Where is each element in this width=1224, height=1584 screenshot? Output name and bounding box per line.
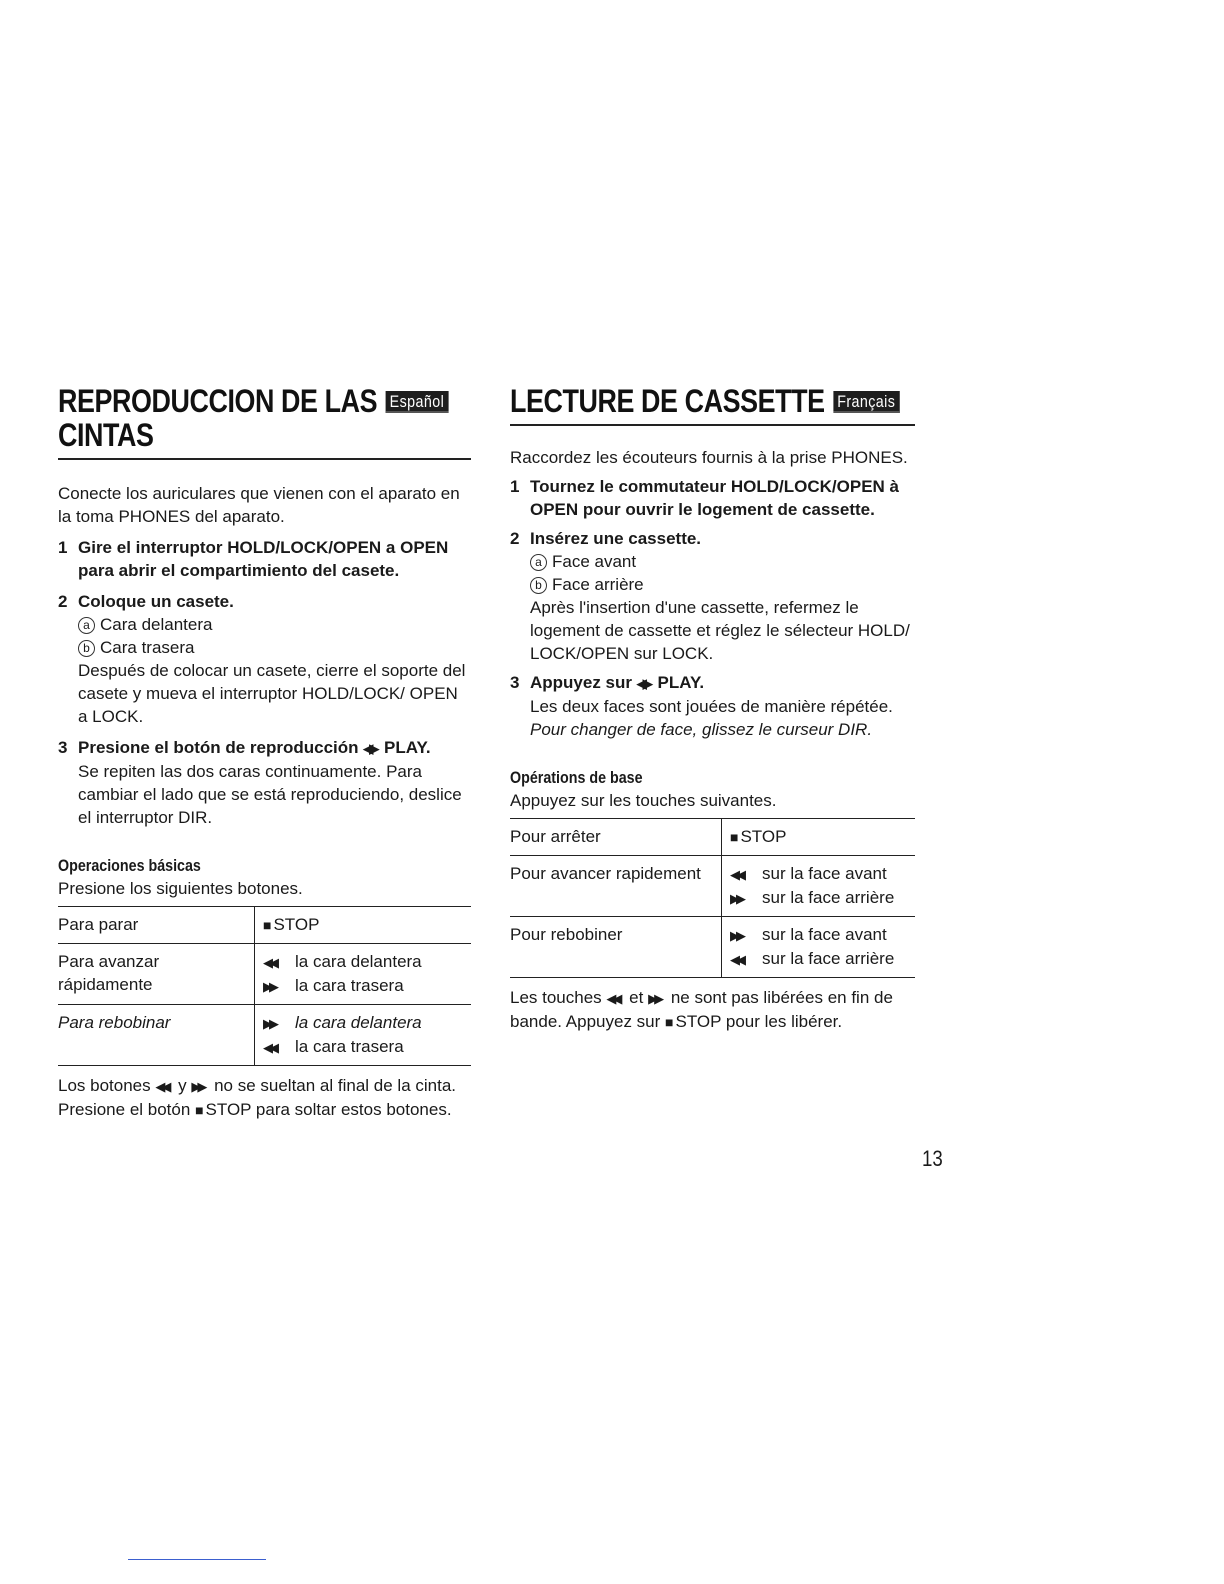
spanish-title-line2: CINTAS <box>58 417 154 453</box>
french-face-a <box>530 550 915 573</box>
stop-icon: ■ <box>195 1102 204 1118</box>
table-label: Pour rebobiner <box>510 925 623 944</box>
table-value: la cara trasera <box>295 976 404 995</box>
rewind-icon: ◀◀ <box>155 1079 168 1094</box>
spanish-step-2-note: Después de colocar un casete, cierre el soporte del casete y mueva el interruptor HOLD/LOCK/ OPEN a LOCK. <box>78 661 466 726</box>
spanish-step-2-text: Coloque un casete. <box>78 592 234 611</box>
spanish-footer <box>58 1074 471 1122</box>
spanish-ops-table <box>58 906 471 1066</box>
step-number: 3 <box>510 673 520 692</box>
footer-text: no se sueltan al final de la cinta. Presione el botón <box>58 1076 457 1119</box>
table-value: la cara trasera <box>295 1037 404 1056</box>
rewind-icon: ◀◀ <box>263 1040 275 1055</box>
table-value: STOP <box>273 915 320 934</box>
spanish-step-3-text: Presione el botón de reproducción <box>78 738 359 757</box>
play-label: PLAY. <box>657 673 705 692</box>
spanish-title <box>58 383 445 453</box>
bottom-divider <box>128 1559 266 1560</box>
circle-a-icon: a <box>78 617 95 634</box>
table-row <box>510 917 915 978</box>
footer-text: STOP para soltar estos botones. <box>205 1100 452 1119</box>
table-row <box>58 1005 471 1066</box>
french-face-b <box>530 573 915 596</box>
step-number: 1 <box>510 477 520 496</box>
stop-icon: ■ <box>665 1014 674 1030</box>
french-step-3 <box>510 671 915 741</box>
french-title <box>510 383 896 419</box>
table-label: Pour arrêter <box>510 827 601 846</box>
spanish-step-1-text: Gire el interruptor HOLD/LOCK/OPEN a OPEN para abrir el compartimiento del casete. <box>78 538 449 580</box>
footer-text: Los botones <box>58 1076 151 1095</box>
spanish-face-b <box>78 636 471 659</box>
table-value: sur la face avant <box>762 864 887 883</box>
table-label: Para rebobinar <box>58 1013 171 1032</box>
circle-b-icon: b <box>530 577 547 594</box>
french-face-a-label: Face avant <box>552 552 637 571</box>
language-badge-francais: Français <box>833 391 900 413</box>
table-value: sur la face avant <box>762 925 887 944</box>
table-row <box>510 856 915 917</box>
play-icon: ◀▶ <box>636 676 649 691</box>
play-label: PLAY. <box>384 738 431 757</box>
rewind-icon: ◀◀ <box>730 952 742 967</box>
spanish-ops-intro: Presione los siguientes botones. <box>58 879 303 898</box>
fast-forward-icon: ▶▶ <box>730 891 742 906</box>
table-label: Para parar <box>58 915 139 934</box>
circle-b-icon: b <box>78 640 95 657</box>
table-value: la cara delantera <box>295 1013 422 1032</box>
rewind-icon: ◀◀ <box>263 955 275 970</box>
spanish-face-a <box>78 613 471 636</box>
stop-icon: ■ <box>263 917 272 933</box>
french-step-2-text: Insérez une cassette. <box>530 529 702 548</box>
page-number: 13 <box>922 1146 943 1171</box>
table-value: la cara delantera <box>295 952 422 971</box>
table-value: sur la face arrière <box>762 949 895 968</box>
french-ops-table <box>510 818 915 978</box>
step-number: 3 <box>58 738 68 757</box>
rewind-icon: ◀◀ <box>730 867 742 882</box>
french-step-2-note: Après l'insertion d'une cassette, refermez le logement de cassette et réglez le sélecteur HOLD/ LOCK/OPEN sur LOCK. <box>530 598 910 663</box>
spanish-face-a-label: Cara delantera <box>100 615 213 634</box>
table-label: Para avanzar rápidamente <box>58 952 160 994</box>
spanish-title-block <box>58 384 471 460</box>
french-column <box>510 384 915 1034</box>
french-step-3-text: Appuyez sur <box>530 673 633 692</box>
play-icon: ◀▶ <box>363 741 376 756</box>
footer-text: STOP pour les libérer. <box>675 1012 843 1031</box>
footer-text: ne sont pas libérées en fin de bande. Appuyez sur <box>510 988 893 1031</box>
french-ops-title: Opérations de base <box>510 768 643 787</box>
step-number: 2 <box>58 592 68 611</box>
french-title-text: LECTURE DE CASSETTE <box>510 383 825 419</box>
spanish-column <box>58 384 471 1122</box>
language-badge-espanol: Español <box>385 391 448 413</box>
french-step-3-note-2: Pour changer de face, glissez le curseur DIR. <box>530 720 873 739</box>
footer-text: et <box>629 988 644 1007</box>
table-value: sur la face arrière <box>762 888 895 907</box>
french-step-3-note-1: Les deux faces sont jouées de manière répétée. <box>530 697 893 716</box>
step-number: 1 <box>58 538 68 557</box>
french-title-block <box>510 384 915 426</box>
spanish-step-2 <box>58 590 471 728</box>
table-label: Pour avancer rapidement <box>510 864 701 883</box>
fast-forward-icon: ▶▶ <box>191 1079 204 1094</box>
rewind-icon: ◀◀ <box>606 991 619 1006</box>
step-number: 2 <box>510 529 520 548</box>
spanish-intro: Conecte los auriculares que vienen con el aparato en la toma PHONES del aparato. <box>58 484 460 526</box>
spanish-step-3-note: Se repiten las dos caras continuamente. Para cambiar el lado que se está reproduciendo, deslice el interruptor DIR. <box>78 762 462 827</box>
spanish-title-line1: REPRODUCCION DE LAS <box>58 383 378 419</box>
french-step-2 <box>510 527 915 665</box>
french-ops-intro: Appuyez sur les touches suivantes. <box>510 791 777 810</box>
fast-forward-icon: ▶▶ <box>648 991 661 1006</box>
stop-icon: ■ <box>730 829 739 845</box>
spanish-ops-title: Operaciones básicas <box>58 856 201 875</box>
spanish-face-b-label: Cara trasera <box>100 638 195 657</box>
spanish-step-3 <box>58 736 471 829</box>
french-step-1-text: Tournez le commutateur HOLD/LOCK/OPEN à OPEN pour ouvrir le logement de cassette. <box>530 477 900 519</box>
french-step-1 <box>510 475 915 521</box>
fast-forward-icon: ▶▶ <box>263 979 275 994</box>
french-footer <box>510 986 915 1034</box>
table-row <box>58 944 471 1005</box>
french-face-b-label: Face arrière <box>552 575 644 594</box>
circle-a-icon: a <box>530 554 547 571</box>
fast-forward-icon: ▶▶ <box>730 928 742 943</box>
table-value: STOP <box>740 827 787 846</box>
footer-text: y <box>178 1076 187 1095</box>
table-row <box>510 819 915 856</box>
fast-forward-icon: ▶▶ <box>263 1016 275 1031</box>
french-intro: Raccordez les écouteurs fournis à la prise PHONES. <box>510 448 908 467</box>
footer-text: Les touches <box>510 988 602 1007</box>
table-row <box>58 907 471 944</box>
spanish-step-1 <box>58 536 471 582</box>
